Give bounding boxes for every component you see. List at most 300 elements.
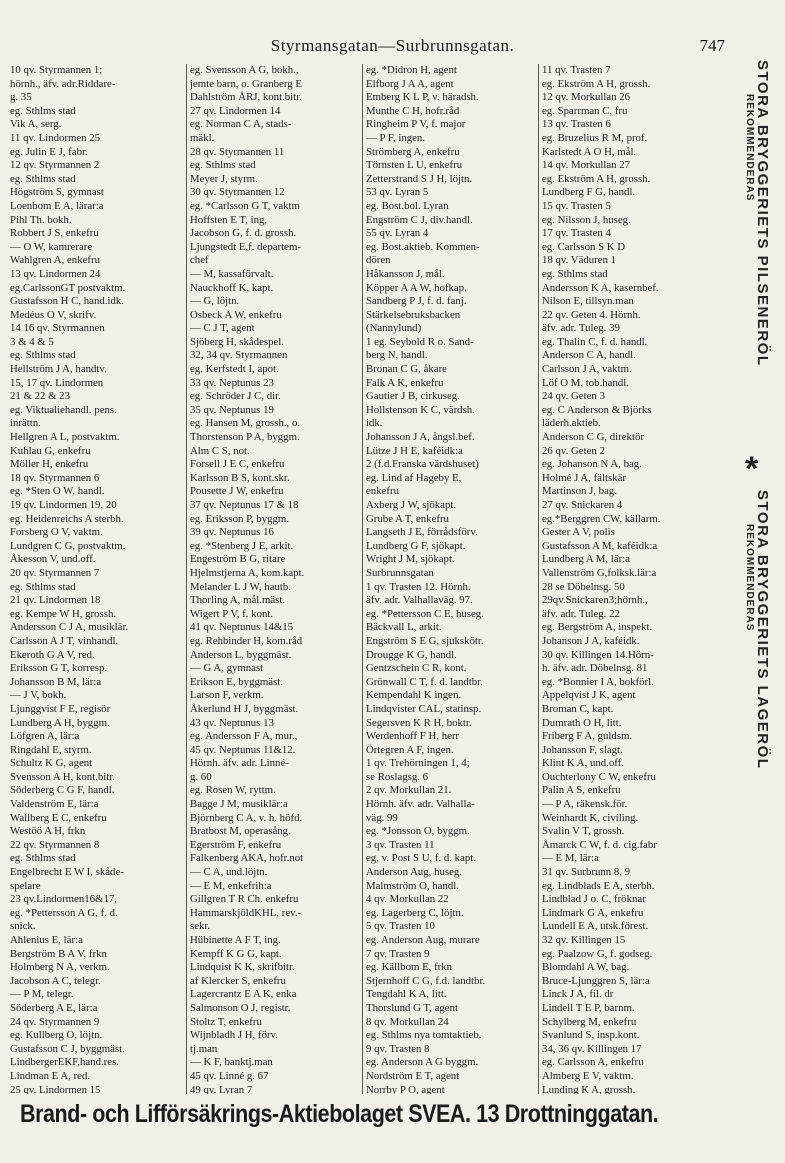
directory-entry: Engelbrecht E W I, skåde- <box>10 866 124 879</box>
directory-entry: Engeström B G, ritare <box>190 553 286 566</box>
directory-entry: idk. <box>366 417 383 430</box>
directory-entry: eg. Lind af Hageby E, <box>366 471 462 484</box>
directory-entry: 9 qv. Trasten 8 <box>366 1042 430 1055</box>
directory-entry: 14 qv. Morkullan 27 <box>542 159 631 172</box>
directory-entry: 1 qv. Trasten 12. Hörnh. <box>366 580 471 593</box>
directory-entry: Lundgren C G, postvaktm. <box>10 539 126 552</box>
pilsener-ad-title: STORA BRYGGERIETS PILSENERÖL <box>754 60 771 367</box>
directory-columns <box>10 64 738 1094</box>
directory-entry: eg. *Sten O W, handl. <box>10 485 105 498</box>
directory-entry: eg. *Carlsson G T, vaktm <box>190 199 300 212</box>
directory-entry: äfv. adr. Tuleg. 22 <box>542 607 620 620</box>
directory-entry: eg. *Stenberg J E, arkit. <box>190 539 294 552</box>
directory-entry: inrättn. <box>10 417 41 430</box>
directory-entry: Wijnbladh J H, förv. <box>190 1029 278 1042</box>
directory-entry: HammarskjöldKHL, rev.- <box>190 906 302 919</box>
directory-entry: eg. Carlsson S K D <box>542 240 626 253</box>
directory-entry: Surbrunnsgatan <box>366 566 434 579</box>
directory-entry: Johansson F, slagt. <box>542 743 623 756</box>
directory-entry: Söderberg A E, lär:a <box>10 1001 98 1014</box>
directory-entry: Ljunggvist F E, regisör <box>10 702 111 715</box>
directory-entry: Friberg F A, guldsm. <box>542 730 633 743</box>
directory-entry: Lindquist K K, skrifbitr. <box>190 961 295 974</box>
directory-entry: 14 16 qv. Styrmannen <box>10 322 105 335</box>
directory-entry: — O W, kamrerare <box>10 240 93 253</box>
directory-entry: Palin A S, enkefru <box>542 784 621 797</box>
directory-entry: Gautier J B, cirkuseg. <box>366 390 460 403</box>
directory-entry: Bagge J M, musiklär:a <box>190 798 288 811</box>
directory-entry: Ahlenius E, lär:a <box>10 934 83 946</box>
directory-entry: Vik A, serg. <box>10 118 62 131</box>
directory-entry: Drougge K G, handl. <box>366 648 457 661</box>
directory-entry: äfv. adr. Valhallaväg. 97. <box>366 594 473 607</box>
directory-entry: Thorslund G T, agent <box>366 1001 458 1014</box>
footer-advertisement: Brand- och Lifförsäkrings-Aktiebolaget SVEA. 13 Drottninggatan. <box>20 1100 659 1128</box>
directory-entry: eg. Anderson Aug, murare <box>366 934 480 946</box>
directory-entry: — C A, und.löjtn. <box>190 866 268 879</box>
directory-entry: Lütze J H E, kaféidk:a <box>366 444 463 457</box>
directory-entry: 25 qv. Lindormen 15 <box>10 1083 101 1094</box>
directory-entry: Ouchterlony C W, enkefru <box>542 770 656 783</box>
directory-entry: Jacobson A C, telegr. <box>10 974 101 987</box>
directory-entry: Sjöberg H, skådespel. <box>190 335 284 348</box>
directory-entry: Meyer J, styrm. <box>190 172 258 185</box>
directory-entry: Hoffsten E T, ing, <box>190 213 268 226</box>
directory-entry: eg. Bost.aktieb. Kommen- <box>366 240 480 253</box>
directory-column-4 <box>538 64 722 1094</box>
directory-entry: — P A, räkensk.för. <box>542 798 628 811</box>
directory-entry: 15, 17 qv. Lindormen <box>10 376 104 389</box>
directory-entry: Emberg K L P, v. häradsh. <box>366 91 479 104</box>
directory-entry: spelare <box>10 879 41 892</box>
directory-entry: — E M, lär:a <box>542 852 599 865</box>
directory-entry: 17 qv. Trasten 4 <box>542 227 611 240</box>
directory-entry: Gentzschein C R, kont. <box>366 662 467 675</box>
directory-entry: 32, 34 qv. Styrmannen <box>190 349 288 362</box>
directory-entry: Grönwall C T, f. d. landtbr. <box>366 675 483 688</box>
directory-entry: 2 qv. Morkullan 21. <box>366 784 452 797</box>
directory-entry: 28 se Döbelnsg. 50 <box>542 580 625 593</box>
directory-entry: Hollstenson K C, värdsh. <box>366 403 475 416</box>
directory-entry: 8 qv. Morkullan 24 <box>366 1015 449 1028</box>
directory-entry: Falk A K, enkefru <box>366 376 444 389</box>
directory-entry: väg. 99 <box>366 811 398 824</box>
directory-entry: 32 qv. Killingen 15 <box>542 934 626 946</box>
directory-entry: 28 qv. Styrmannen 11 <box>190 145 285 158</box>
directory-entry: — G A, gymnast <box>190 662 264 675</box>
directory-entry: Vallenström G,folksk.lär:a <box>542 566 657 579</box>
directory-entry: Carlsson J A, vaktm. <box>542 363 632 376</box>
directory-entry: Åmarck C W, f. d. cig.fabr <box>542 838 657 851</box>
directory-entry: Lagercrantz E A K, enka <box>190 988 297 1001</box>
directory-entry: eg. Carlsson A, enkefru <box>542 1056 644 1069</box>
directory-entry: Klint K A, und.off. <box>542 757 624 770</box>
directory-entry: Gester A V, polis <box>542 526 615 539</box>
directory-entry: 21 qv. Lindormen 18 <box>10 594 101 607</box>
directory-entry: Johansson B M, lär:a <box>10 675 102 688</box>
directory-entry: eg. Heidenreichs A sterbh. <box>10 512 124 525</box>
directory-entry: — P M, telegr. <box>10 988 74 1001</box>
directory-entry: enkefru <box>366 485 399 498</box>
directory-entry: eg. Bergström A, inspekt. <box>542 621 653 634</box>
directory-entry: Dahlström ÅRJ, kont.bitr. <box>190 91 302 104</box>
directory-entry: Nauckhoff K, kapt. <box>190 281 274 294</box>
directory-entry: Wallberg E C, enkefru <box>10 811 107 824</box>
directory-entry: g. 35 <box>10 91 32 104</box>
directory-entry: Möller H, enkefru <box>10 458 89 471</box>
directory-entry: — P F, ingen. <box>366 131 426 144</box>
directory-entry: Thorling A, mål.mäst. <box>190 594 286 607</box>
directory-entry: Örtegren A F, ingen. <box>366 743 454 756</box>
directory-entry: eg.*Berggren CW, källarm. <box>542 512 661 525</box>
directory-entry: Anderson C A, handl. <box>542 349 636 362</box>
directory-entry: Kuhlau G, enkefru <box>10 444 91 457</box>
directory-entry: Andersson C J A, musiklär. <box>10 621 129 634</box>
directory-entry: 10 qv. Styrmannen 1; <box>10 64 103 76</box>
directory-entry: läderh.aktieb. <box>542 417 601 430</box>
page-title: Styrmansgatan—Surbrunnsgatan. <box>270 36 515 55</box>
directory-entry: 12 qv. Morkullan 26 <box>542 91 631 104</box>
directory-entry: eg. Bruzelius R M, prof. <box>542 131 648 144</box>
directory-entry: Andersson K A, kasernbef. <box>542 281 659 294</box>
directory-entry: eg. Lagerberg C, löjtn. <box>366 906 464 919</box>
directory-entry: eg. Sthlms stad <box>10 349 76 362</box>
directory-entry: Ringheim P V, f. major <box>366 118 466 131</box>
directory-entry: Hjelmstjerna A, kom.kapt. <box>190 566 305 579</box>
directory-entry: Robbert J S, enkefru <box>10 227 99 240</box>
directory-entry: Werdenhoff F H, herr <box>366 730 460 743</box>
directory-entry: eg. Svensson A G, bokh., <box>190 64 299 76</box>
directory-column-1 <box>10 64 182 1094</box>
directory-entry: Löfgren A, lär:a <box>10 730 80 743</box>
directory-entry: mäkl. <box>190 131 215 144</box>
directory-entry: Falkenberg AKA, hofr.not <box>190 852 304 865</box>
directory-entry: 13 qv. Trasten 6 <box>542 118 611 131</box>
directory-entry: — J V, bokh. <box>10 689 67 702</box>
directory-entry: (Nannylund) <box>366 322 422 335</box>
directory-entry: Sandberg P J, f. d. fanj. <box>366 295 467 308</box>
directory-entry: 5 qv. Trasten 10 <box>366 920 435 933</box>
directory-entry: Erikson E, byggmäst. <box>190 675 283 688</box>
directory-entry: eg. Hansen M, grossh., o. <box>190 417 301 430</box>
directory-entry: 30 qv. Killingen 14.Hörn- <box>542 648 654 661</box>
directory-entry: Thorstenson P A, byggm. <box>190 431 300 444</box>
directory-entry: Forsell J E C, enkefru <box>190 458 285 471</box>
directory-entry: Åkesson V, und.off. <box>10 553 96 566</box>
directory-entry: 45 qv. Linné g. 67 <box>190 1069 269 1082</box>
directory-entry: eg. Sthlms stad <box>10 172 76 185</box>
directory-entry: berg N, handl. <box>366 349 428 362</box>
directory-entry: eg. Schröder J C, dir. <box>190 390 281 403</box>
directory-entry: Westöö A H, frkn <box>10 825 86 838</box>
directory-entry: eg. Ekström A H, grossh. <box>542 172 651 185</box>
directory-entry: hörnh., äfv. adr.Riddare- <box>10 77 116 90</box>
directory-entry: 4 qv. Morkullan 22 <box>366 893 449 906</box>
directory-entry: Anderson L, byggmäst. <box>190 648 292 661</box>
directory-entry: Tengdahl K A, litt. <box>366 988 447 1001</box>
directory-entry: Ljungstedt E,f. departem- <box>190 240 301 253</box>
directory-entry: 3 & 4 & 5 <box>10 335 54 348</box>
directory-entry: Karlsson B S, kont.skr. <box>190 471 290 484</box>
directory-entry: 19 qv. Lindormen 19, 20 <box>10 499 117 511</box>
directory-entry: eg. Thalin C, f. d. handl. <box>542 335 648 348</box>
directory-entry: 39 qv. Neptunus 16 <box>190 526 274 539</box>
directory-entry: eg. Sthlms stad <box>10 104 76 117</box>
directory-entry: Ekeroth G A V, red. <box>10 648 95 661</box>
directory-entry: eg. Norman C A, stads- <box>190 118 292 131</box>
directory-entry: 24 qv. Styrmannen 9 <box>10 1015 100 1028</box>
directory-entry: Dumrath O H, litt. <box>542 716 622 729</box>
directory-entry: se Roslagsg. 6 <box>366 770 429 783</box>
directory-entry: Lundberg F G, handl. <box>542 186 636 199</box>
directory-entry: jemte barn, o. Granberg E <box>190 77 302 90</box>
directory-entry: eg. Sthlms stad <box>542 267 608 280</box>
directory-entry: 2 (f.d.Franska värdshuset) <box>366 458 479 471</box>
directory-entry: Anderson C G, direktör <box>542 431 644 444</box>
directory-entry: Loenbom E A, lärar:a <box>10 199 104 212</box>
directory-entry: Nordström E T, agent <box>366 1069 460 1082</box>
directory-entry: eg. Sthlms nya tomtaktieb. <box>366 1029 482 1042</box>
directory-entry: eg. Sthlms stad <box>10 580 76 593</box>
directory-entry: 1 qv. Trehörningen 1, 4; <box>366 757 470 770</box>
directory-entry: Munthe C H, hofr.råd <box>366 104 460 117</box>
directory-entry: Strömberg A, enkefru <box>366 145 460 158</box>
directory-entry: Bäckvall L, arkit. <box>366 621 442 634</box>
directory-entry: Medéus O V, skrifv. <box>10 308 97 321</box>
lagerol-ad-title: STORA BRYGGERIETS LAGERÖL <box>754 490 771 770</box>
directory-entry: Wright J M, sjökapt. <box>366 553 455 566</box>
directory-entry: Högström S, gymnast <box>10 186 104 199</box>
directory-entry: 37 qv. Neptunus 17 & 18 <box>190 499 299 511</box>
directory-entry: Elfborg J A A, agent <box>366 77 454 90</box>
directory-entry: eg. Julin E J, fabr. <box>10 145 88 158</box>
directory-entry: — C J T, agent <box>190 322 255 335</box>
directory-entry: eg. Ekström A H, grossh. <box>542 77 651 90</box>
directory-entry: Norrby P O, agent <box>366 1083 445 1094</box>
directory-entry: 24 qv. Geten 3 <box>542 390 605 403</box>
directory-entry: af Klercker S, enkefru <box>190 974 286 987</box>
lagerol-ad-subtitle: REKOMMENDERAS <box>744 524 755 632</box>
directory-entry: Lindqvister CAL, statinsp. <box>366 702 482 715</box>
directory-entry: Gustafsson H C, hand.idk. <box>10 295 124 308</box>
directory-entry: Langseth J E, förrådsförv. <box>366 526 478 539</box>
directory-entry: Malmström O, handl. <box>366 879 459 892</box>
directory-entry: Grube A T, enkefru <box>366 512 449 525</box>
directory-entry: LindbergerEKF,hand.res. <box>10 1056 119 1069</box>
directory-entry: chef <box>190 254 209 267</box>
directory-entry: Weinhardt K, civiling. <box>542 811 639 824</box>
directory-column-3 <box>362 64 538 1094</box>
directory-entry: Kempendahl K ingen. <box>366 689 462 702</box>
directory-entry: 55 qv. Lyran 4 <box>366 227 429 240</box>
directory-entry: Svanlund S, insp.kont. <box>542 1029 640 1042</box>
directory-entry: eg. Paalzow G, f. godseg. <box>542 947 653 960</box>
directory-entry: Lindell T E P, barnm. <box>542 1001 635 1014</box>
directory-entry: 11 qv. Lindormen 25 <box>10 131 101 144</box>
directory-entry: Blomdahl A W, bag. <box>542 961 630 974</box>
directory-entry: eg. Viktualiehandl. pens. <box>10 403 117 416</box>
directory-entry: 23 qv.Lindormen16&17, <box>10 893 117 906</box>
star-separator: * <box>745 450 759 488</box>
directory-entry: Lunding K A, grossh. <box>542 1083 636 1094</box>
directory-entry: Wigert P V, f. kont. <box>190 607 274 620</box>
directory-entry: 26 qv. Geten 2 <box>542 444 605 457</box>
directory-entry: Lindblad J o. C, fröknar <box>542 893 646 906</box>
directory-entry: eg. Kerfstedt I, apot. <box>190 363 279 376</box>
directory-column-2 <box>186 64 362 1094</box>
directory-entry: Axberg J W, sjökapt. <box>366 499 457 511</box>
directory-entry: Appelqvist J K, agent <box>542 689 636 702</box>
directory-entry: Hörnh. äfv. adr. Valhalla- <box>366 798 475 811</box>
directory-entry: Lundberg A H, byggm. <box>10 716 110 729</box>
directory-entry: Bergström B A V, frkn <box>10 947 107 960</box>
page-number: 747 <box>699 36 725 55</box>
directory-entry: Forsberg O V, vaktm. <box>10 526 103 539</box>
side-advertisement <box>737 60 785 1100</box>
directory-entry: Engström S E G, sjukskötr. <box>366 634 484 647</box>
directory-entry: Kempff K G G, kapt. <box>190 947 282 960</box>
directory-entry: Bratbost M, operasång. <box>190 825 291 838</box>
page-header <box>0 36 785 58</box>
directory-entry: Linck J A, fil. dr <box>542 988 614 1001</box>
directory-entry: 33 qv. Neptunus 23 <box>190 376 274 389</box>
directory-entry: Hellström J A, handtv. <box>10 363 107 376</box>
directory-entry: 45 qv. Neptunus 11&12. <box>190 743 296 756</box>
directory-entry: Gustafsson C J, byggmäst. <box>10 1042 125 1055</box>
directory-entry: Karlstedt A O H, mål. <box>542 145 637 158</box>
directory-entry: eg. Rosen W, ryttm. <box>190 784 276 797</box>
directory-entry: eg. Kempe W H, grossh. <box>10 607 117 620</box>
directory-entry: eg. Johanson N A, bag. <box>542 458 642 471</box>
directory-entry: 13 qv. Lindormen 24 <box>10 267 101 280</box>
directory-entry: sekr. <box>190 920 211 933</box>
directory-entry: eg. *Bonnier I A, bokförl. <box>542 675 654 688</box>
directory-entry: 12 qv. Styrmannen 2 <box>10 159 100 172</box>
directory-entry: 43 qv. Neptunus 13 <box>190 716 274 729</box>
directory-entry: eg, v. Post S U, f. d. kapt. <box>366 852 476 865</box>
directory-entry: Gustafsson A M, kaféidk:a <box>542 539 658 552</box>
directory-entry: Köpper A A W, hofkap. <box>366 281 467 294</box>
directory-entry: Engström C J, div.handl. <box>366 213 473 226</box>
directory-entry: Schultz K G, agent <box>10 757 93 770</box>
directory-entry: Egerström F, enkefru <box>190 838 282 851</box>
directory-entry: 31 qv. Surbrunn 8, 9 <box>542 866 631 879</box>
directory-entry: 27 qv. Snickaren 4 <box>542 499 623 511</box>
directory-entry: Björnberg C A, v. h. höfd. <box>190 811 303 824</box>
directory-entry: Bruce-Ljunggren S, lär:a <box>542 974 650 987</box>
directory-entry: Lundberg G F, sjökapt. <box>366 539 466 552</box>
directory-entry: 22 qv. Geten 4. Hörnh. <box>542 308 641 321</box>
directory-entry: 21 & 22 & 23 <box>10 390 70 403</box>
directory-entry: Anderson Aug, huseg. <box>366 866 462 879</box>
directory-entry: Valdenström E, lär:a <box>10 798 99 811</box>
directory-entry: 1 eg. Seybold R o. Sand- <box>366 335 474 348</box>
directory-entry: Wahlgren A, enkefru <box>10 254 100 267</box>
directory-entry: Almberg E V, vaktm. <box>542 1069 634 1082</box>
directory-entry: 30 qv. Styrmannen 12 <box>190 186 285 199</box>
directory-entry: Carlsson A J T, vinhandl. <box>10 634 119 647</box>
directory-entry: 3 qv. Trasten 11 <box>366 838 435 851</box>
directory-entry: Eriksson G T, korresp. <box>10 662 108 675</box>
directory-entry: 27 qv. Lindormen 14 <box>190 104 281 117</box>
directory-entry: Larson F, verkm. <box>190 689 264 702</box>
directory-entry: eg. Kullberg O, löjtn. <box>10 1029 103 1042</box>
directory-entry: Pihl Th. bokh. <box>10 213 72 226</box>
directory-entry: Lindmark G A, enkefru <box>542 906 644 919</box>
directory-entry: g. 60 <box>190 770 212 783</box>
directory-entry: Johanson J A, kaféidk. <box>542 634 640 647</box>
directory-entry: äfv. adr. Tuleg. 39 <box>542 322 620 335</box>
directory-entry: eg. Lindblads E A, sterbh. <box>542 879 655 892</box>
directory-entry: Holmé J A, fältskär <box>542 471 626 484</box>
directory-entry: eg. Sthlms stad <box>10 852 76 865</box>
directory-entry: Segersven K R H, boktr. <box>366 716 472 729</box>
directory-entry: eg. Bost.bol. Lyran <box>366 199 449 212</box>
directory-entry: Lundell E A, utsk.förest. <box>542 920 649 933</box>
directory-entry: Lindman E A, red. <box>10 1069 91 1082</box>
directory-entry: Åkerlund H J, byggmäst. <box>190 702 299 715</box>
directory-entry: 41 qv. Neptunus 14&15 <box>190 621 294 634</box>
directory-entry: Gillgren T R Ch. enkefru <box>190 893 299 906</box>
directory-entry: Stoltz T, enkefru <box>190 1015 262 1028</box>
directory-entry: eg. Andersson F A, mur., <box>190 730 298 743</box>
directory-entry: eg. *Jonsson O, byggm. <box>366 825 470 838</box>
directory-entry: Pousette J W, enkefru <box>190 485 284 498</box>
directory-entry: — G, löjtn. <box>190 295 240 308</box>
directory-entry: Holmberg N A, verkm. <box>10 961 110 974</box>
directory-entry: 49 qv. Lyran 7 <box>190 1083 253 1094</box>
directory-entry: Söderberg C G F, handl. <box>10 784 115 797</box>
directory-entry: — E M, enkefrih:a <box>190 879 272 892</box>
directory-entry: 11 qv. Trasten 7 <box>542 64 611 76</box>
directory-entry: snick. <box>10 920 36 933</box>
directory-entry: 34, 36 qv. Killingen 17 <box>542 1042 642 1055</box>
directory-entry: Zetterstrand S J H, löjtn. <box>366 172 473 185</box>
directory-entry: eg. Sthlms stad <box>190 159 256 172</box>
directory-entry: eg. Sparrman C, fru <box>542 104 628 117</box>
directory-entry: 35 qv. Neptunus 19 <box>190 403 274 416</box>
directory-entry: eg.CarlssonGT postvaktm. <box>10 281 126 294</box>
directory-entry: eg. Källbom E, frkn <box>366 961 453 974</box>
directory-entry: Jacobson G, f. d. grossh. <box>190 227 297 240</box>
directory-entry: — K F, banktj.man <box>190 1056 273 1069</box>
directory-entry: Martinson J, bag. <box>542 485 617 498</box>
directory-entry: 29qv.Snickaren3;hörnh., <box>542 594 648 607</box>
directory-entry: Hellgren A L, postvaktm. <box>10 431 120 444</box>
directory-entry: eg. Nilsson J, huseg. <box>542 213 631 226</box>
directory-entry: Stärkelsebruksbacken <box>366 308 461 321</box>
directory-entry: tj.man <box>190 1042 218 1055</box>
directory-entry: eg. *Pettersson A G, f. d. <box>10 906 118 919</box>
directory-entry: Johansson J A, ångsl.bef. <box>366 431 475 444</box>
directory-entry: Ringdahl E, styrm. <box>10 743 92 756</box>
directory-entry: Stjernhoff C G, f.d. landtbr. <box>366 974 486 987</box>
directory-entry: Schylberg M, enkefru <box>542 1015 637 1028</box>
directory-entry: Löf O M, tob.handl. <box>542 376 629 389</box>
directory-entry: 15 qv. Trasten 5 <box>542 199 611 212</box>
directory-entry: 53 qv. Lyran 5 <box>366 186 429 199</box>
directory-entry: 18 qv. Väduren 1 <box>542 254 617 267</box>
directory-entry: Melander L J W, hautb. <box>190 580 291 593</box>
directory-entry: 7 qv. Trasten 9 <box>366 947 430 960</box>
directory-entry: Törnsten L U, enkefru <box>366 159 463 172</box>
directory-entry: eg. Eriksson P, byggm. <box>190 512 289 525</box>
directory-entry: dören <box>366 254 391 267</box>
directory-entry: Hörnh. äfv. adr. Linné- <box>190 757 289 770</box>
directory-entry: Svensson A H, kont.bitr. <box>10 770 115 783</box>
directory-entry: Håkansson J, mål. <box>366 267 445 280</box>
directory-entry: Salmonson O J, registr. <box>190 1001 291 1014</box>
